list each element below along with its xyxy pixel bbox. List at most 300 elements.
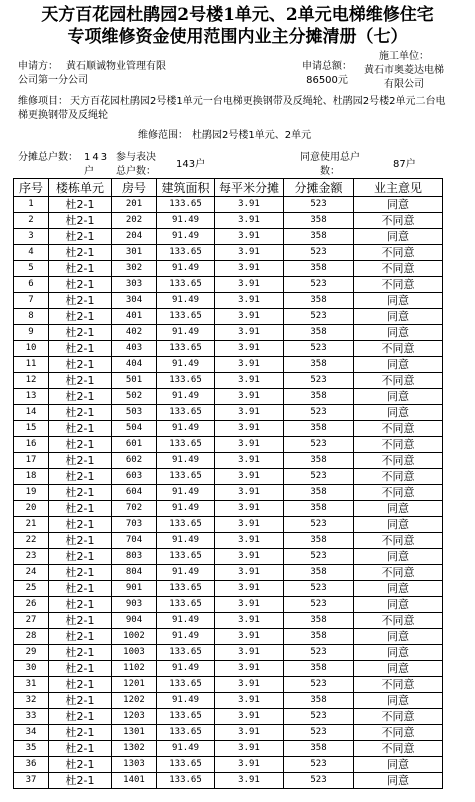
- cell-amount: 523: [284, 757, 354, 773]
- cell-amount: 358: [284, 357, 354, 373]
- cell-room: 603: [112, 469, 157, 485]
- cell-area: 91.49: [157, 229, 215, 245]
- cell-opinion: 同意: [354, 309, 443, 325]
- cell-area: 91.49: [157, 501, 215, 517]
- cell-amount: 523: [284, 773, 354, 789]
- cell-per-sqm: 3.91: [215, 725, 284, 741]
- cell-per-sqm: 3.91: [215, 213, 284, 229]
- cell-per-sqm: 3.91: [215, 709, 284, 725]
- cell-building-unit: 杜2-1: [49, 725, 112, 741]
- total-households-label: 分摊总户数：: [18, 152, 78, 163]
- cell-amount: 523: [284, 341, 354, 357]
- cell-index: 34: [14, 725, 49, 741]
- cell-area: 91.49: [157, 533, 215, 549]
- cell-amount: 523: [284, 437, 354, 453]
- cell-opinion: 不同意: [354, 373, 443, 389]
- cell-amount: 523: [284, 725, 354, 741]
- cell-amount: 523: [284, 709, 354, 725]
- cell-building-unit: 杜2-1: [49, 629, 112, 645]
- cell-per-sqm: 3.91: [215, 277, 284, 293]
- cell-room: 304: [112, 293, 157, 309]
- cell-index: 37: [14, 773, 49, 789]
- cell-area: 91.49: [157, 565, 215, 581]
- cell-room: 201: [112, 197, 157, 213]
- cell-room: 703: [112, 517, 157, 533]
- table-body: [14, 197, 443, 789]
- cell-per-sqm: 3.91: [215, 485, 284, 501]
- cell-per-sqm: 3.91: [215, 453, 284, 469]
- cell-opinion: 同意: [354, 357, 443, 373]
- cell-index: 24: [14, 565, 49, 581]
- cell-opinion: 不同意: [354, 437, 443, 453]
- cell-building-unit: 杜2-1: [49, 485, 112, 501]
- cell-area: 133.65: [157, 517, 215, 533]
- cell-index: 1: [14, 197, 49, 213]
- cell-building-unit: 杜2-1: [49, 389, 112, 405]
- project-value: 天方百花园杜鹃园2号楼1单元一台电梯更换钢带及反绳轮、杜鹃园2号楼2单元二台电梯更换钢带及反绳轮: [18, 96, 446, 121]
- cell-index: 14: [14, 405, 49, 421]
- cell-building-unit: 杜2-1: [49, 773, 112, 789]
- table-row: [14, 469, 443, 485]
- cell-building-unit: 杜2-1: [49, 277, 112, 293]
- table-row: [14, 453, 443, 469]
- cell-building-unit: 杜2-1: [49, 325, 112, 341]
- cell-area: 133.65: [157, 597, 215, 613]
- cell-opinion: 同意: [354, 581, 443, 597]
- cell-opinion: 不同意: [354, 261, 443, 277]
- cell-room: 602: [112, 453, 157, 469]
- cell-index: 2: [14, 213, 49, 229]
- cell-room: 504: [112, 421, 157, 437]
- table-row: [14, 549, 443, 565]
- cell-area: 91.49: [157, 213, 215, 229]
- table-row: [14, 597, 443, 613]
- cell-per-sqm: 3.91: [215, 437, 284, 453]
- cell-amount: 523: [284, 597, 354, 613]
- cell-building-unit: 杜2-1: [49, 661, 112, 677]
- cell-room: 303: [112, 277, 157, 293]
- cell-room: 1102: [112, 661, 157, 677]
- cell-index: 27: [14, 613, 49, 629]
- cell-amount: 358: [284, 325, 354, 341]
- voting-households-value: 143户: [176, 159, 206, 170]
- cell-per-sqm: 3.91: [215, 693, 284, 709]
- col-header-room: 房号: [112, 179, 157, 197]
- cell-room: 704: [112, 533, 157, 549]
- table-row: [14, 693, 443, 709]
- cell-opinion: 同意: [354, 229, 443, 245]
- cell-opinion: 同意: [354, 661, 443, 677]
- cell-index: 28: [14, 629, 49, 645]
- cell-opinion: 同意: [354, 293, 443, 309]
- cell-area: 133.65: [157, 469, 215, 485]
- cell-room: 402: [112, 325, 157, 341]
- cell-building-unit: 杜2-1: [49, 469, 112, 485]
- cell-opinion: 同意: [354, 629, 443, 645]
- table-row: [14, 421, 443, 437]
- cell-room: 301: [112, 245, 157, 261]
- table-row: [14, 709, 443, 725]
- cell-opinion: 同意: [354, 645, 443, 661]
- project-label: 维修项目：: [18, 96, 68, 107]
- cell-per-sqm: 3.91: [215, 533, 284, 549]
- cell-amount: 523: [284, 373, 354, 389]
- cell-room: 302: [112, 261, 157, 277]
- cell-area: 91.49: [157, 741, 215, 757]
- cell-building-unit: 杜2-1: [49, 645, 112, 661]
- cell-opinion: 同意: [354, 549, 443, 565]
- cell-area: 91.49: [157, 693, 215, 709]
- cell-per-sqm: 3.91: [215, 549, 284, 565]
- cell-index: 21: [14, 517, 49, 533]
- cell-index: 11: [14, 357, 49, 373]
- agree-households-value: 87户: [393, 159, 416, 170]
- contractor-value: 黄石市奥菱达电梯有限公司: [364, 65, 444, 90]
- cell-index: 29: [14, 645, 49, 661]
- table-row: [14, 325, 443, 341]
- table-row: [14, 309, 443, 325]
- cell-building-unit: 杜2-1: [49, 261, 112, 277]
- document-title: [0, 4, 475, 48]
- cell-building-unit: 杜2-1: [49, 229, 112, 245]
- cell-index: 35: [14, 741, 49, 757]
- cell-opinion: 同意: [354, 325, 443, 341]
- table-row: [14, 197, 443, 213]
- cell-amount: 358: [284, 213, 354, 229]
- col-header-building-unit: 楼栋单元: [49, 179, 112, 197]
- cell-area: 91.49: [157, 485, 215, 501]
- table-row: [14, 405, 443, 421]
- cell-room: 404: [112, 357, 157, 373]
- cell-opinion: 同意: [354, 757, 443, 773]
- cell-building-unit: 杜2-1: [49, 309, 112, 325]
- cell-area: 133.65: [157, 277, 215, 293]
- cell-building-unit: 杜2-1: [49, 709, 112, 725]
- cell-amount: 523: [284, 549, 354, 565]
- cell-amount: 523: [284, 245, 354, 261]
- cell-room: 903: [112, 597, 157, 613]
- cell-area: 91.49: [157, 453, 215, 469]
- cell-opinion: 不同意: [354, 709, 443, 725]
- cell-amount: 523: [284, 309, 354, 325]
- cell-room: 401: [112, 309, 157, 325]
- cell-building-unit: 杜2-1: [49, 677, 112, 693]
- cell-index: 4: [14, 245, 49, 261]
- cell-index: 25: [14, 581, 49, 597]
- cell-index: 26: [14, 597, 49, 613]
- table-row: [14, 661, 443, 677]
- cell-building-unit: 杜2-1: [49, 341, 112, 357]
- cell-per-sqm: 3.91: [215, 613, 284, 629]
- cell-index: 30: [14, 661, 49, 677]
- table-row: [14, 485, 443, 501]
- cell-area: 91.49: [157, 293, 215, 309]
- cell-per-sqm: 3.91: [215, 773, 284, 789]
- cell-building-unit: 杜2-1: [49, 597, 112, 613]
- cell-room: 1202: [112, 693, 157, 709]
- applicant-value: 黄石顺诚物业管理有限公司第一分公司: [18, 61, 166, 86]
- cell-room: 604: [112, 485, 157, 501]
- cell-room: 1201: [112, 677, 157, 693]
- cell-per-sqm: 3.91: [215, 469, 284, 485]
- cell-building-unit: 杜2-1: [49, 613, 112, 629]
- cell-index: 31: [14, 677, 49, 693]
- cell-room: 904: [112, 613, 157, 629]
- cell-per-sqm: 3.91: [215, 677, 284, 693]
- cell-building-unit: 杜2-1: [49, 245, 112, 261]
- cell-opinion: 同意: [354, 597, 443, 613]
- cell-amount: 358: [284, 613, 354, 629]
- total-households-value: 143户: [84, 152, 110, 177]
- cell-amount: 523: [284, 469, 354, 485]
- cell-amount: 358: [284, 229, 354, 245]
- cell-room: 702: [112, 501, 157, 517]
- cell-building-unit: 杜2-1: [49, 197, 112, 213]
- table-row: [14, 357, 443, 373]
- cell-per-sqm: 3.91: [215, 501, 284, 517]
- cell-area: 133.65: [157, 725, 215, 741]
- cell-amount: 523: [284, 645, 354, 661]
- cell-per-sqm: 3.91: [215, 341, 284, 357]
- cell-per-sqm: 3.91: [215, 309, 284, 325]
- allocation-table: [13, 178, 443, 789]
- cell-room: 204: [112, 229, 157, 245]
- cell-building-unit: 杜2-1: [49, 581, 112, 597]
- cell-area: 133.65: [157, 373, 215, 389]
- table-row: [14, 677, 443, 693]
- table-row: [14, 517, 443, 533]
- cell-index: 12: [14, 373, 49, 389]
- amount-value: 86500元: [306, 75, 348, 86]
- table-row: [14, 293, 443, 309]
- cell-amount: 523: [284, 197, 354, 213]
- cell-per-sqm: 3.91: [215, 261, 284, 277]
- cell-area: 91.49: [157, 261, 215, 277]
- table-row: [14, 229, 443, 245]
- cell-building-unit: 杜2-1: [49, 437, 112, 453]
- table-row: [14, 581, 443, 597]
- cell-area: 133.65: [157, 405, 215, 421]
- cell-area: 133.65: [157, 645, 215, 661]
- table-row: [14, 245, 443, 261]
- cell-opinion: 不同意: [354, 565, 443, 581]
- cell-index: 9: [14, 325, 49, 341]
- cell-per-sqm: 3.91: [215, 629, 284, 645]
- cell-index: 32: [14, 693, 49, 709]
- table-row: [14, 613, 443, 629]
- cell-building-unit: 杜2-1: [49, 213, 112, 229]
- agree-households-label: 同意使用总户数：: [300, 152, 360, 177]
- cell-building-unit: 杜2-1: [49, 549, 112, 565]
- cell-per-sqm: 3.91: [215, 565, 284, 581]
- cell-amount: 358: [284, 629, 354, 645]
- table-row: [14, 741, 443, 757]
- cell-area: 91.49: [157, 389, 215, 405]
- cell-opinion: 不同意: [354, 421, 443, 437]
- cell-building-unit: 杜2-1: [49, 693, 112, 709]
- cell-building-unit: 杜2-1: [49, 533, 112, 549]
- cell-per-sqm: 3.91: [215, 373, 284, 389]
- cell-building-unit: 杜2-1: [49, 565, 112, 581]
- cell-room: 1301: [112, 725, 157, 741]
- cell-room: 501: [112, 373, 157, 389]
- voting-households-label: 参与表决总户数：: [116, 152, 156, 177]
- cell-opinion: 同意: [354, 517, 443, 533]
- cell-area: 133.65: [157, 341, 215, 357]
- cell-area: 133.65: [157, 549, 215, 565]
- cell-room: 804: [112, 565, 157, 581]
- cell-room: 901: [112, 581, 157, 597]
- cell-building-unit: 杜2-1: [49, 517, 112, 533]
- cell-index: 19: [14, 485, 49, 501]
- cell-per-sqm: 3.91: [215, 389, 284, 405]
- scope-label: 维修范围：: [138, 130, 188, 141]
- cell-per-sqm: 3.91: [215, 517, 284, 533]
- table-header: [14, 179, 443, 197]
- cell-per-sqm: 3.91: [215, 645, 284, 661]
- cell-amount: 523: [284, 277, 354, 293]
- cell-room: 502: [112, 389, 157, 405]
- cell-index: 17: [14, 453, 49, 469]
- cell-amount: 523: [284, 517, 354, 533]
- table-row: [14, 277, 443, 293]
- cell-room: 1003: [112, 645, 157, 661]
- table-row: [14, 757, 443, 773]
- cell-building-unit: 杜2-1: [49, 757, 112, 773]
- cell-area: 133.65: [157, 197, 215, 213]
- col-header-amount: 分摊金额: [284, 179, 354, 197]
- applicant-label: 申请方：: [18, 61, 58, 72]
- cell-area: 133.65: [157, 309, 215, 325]
- cell-building-unit: 杜2-1: [49, 405, 112, 421]
- cell-index: 10: [14, 341, 49, 357]
- table-row: [14, 261, 443, 277]
- cell-room: 601: [112, 437, 157, 453]
- cell-amount: 358: [284, 485, 354, 501]
- cell-amount: 358: [284, 501, 354, 517]
- cell-opinion: 不同意: [354, 741, 443, 757]
- cell-opinion: 不同意: [354, 213, 443, 229]
- cell-index: 23: [14, 549, 49, 565]
- cell-room: 403: [112, 341, 157, 357]
- cell-amount: 358: [284, 293, 354, 309]
- cell-area: 133.65: [157, 245, 215, 261]
- contractor-label: 施工单位：: [379, 51, 429, 62]
- table-row: [14, 725, 443, 741]
- cell-per-sqm: 3.91: [215, 741, 284, 757]
- cell-index: 22: [14, 533, 49, 549]
- table-row: [14, 629, 443, 645]
- table-row: [14, 645, 443, 661]
- cell-index: 5: [14, 261, 49, 277]
- cell-room: 1303: [112, 757, 157, 773]
- title-line-1: 天方百花园杜鹃园2号楼1单元、2单元电梯维修住宅: [41, 5, 434, 25]
- cell-opinion: 不同意: [354, 485, 443, 501]
- cell-opinion: 不同意: [354, 245, 443, 261]
- cell-amount: 358: [284, 741, 354, 757]
- cell-opinion: 不同意: [354, 469, 443, 485]
- cell-opinion: 不同意: [354, 725, 443, 741]
- cell-area: 91.49: [157, 613, 215, 629]
- cell-opinion: 不同意: [354, 341, 443, 357]
- col-header-opinion: 业主意见: [354, 179, 443, 197]
- cell-index: 16: [14, 437, 49, 453]
- cell-opinion: 不同意: [354, 677, 443, 693]
- table-row: [14, 773, 443, 789]
- cell-opinion: 不同意: [354, 277, 443, 293]
- cell-per-sqm: 3.91: [215, 245, 284, 261]
- title-line-2: 专项维修资金使用范围内业主分摊清册（七）: [67, 27, 408, 47]
- cell-opinion: 同意: [354, 197, 443, 213]
- cell-per-sqm: 3.91: [215, 757, 284, 773]
- cell-opinion: 同意: [354, 693, 443, 709]
- cell-room: 202: [112, 213, 157, 229]
- cell-area: 133.65: [157, 709, 215, 725]
- cell-opinion: 不同意: [354, 453, 443, 469]
- cell-index: 18: [14, 469, 49, 485]
- cell-per-sqm: 3.91: [215, 581, 284, 597]
- cell-amount: 523: [284, 405, 354, 421]
- cell-per-sqm: 3.91: [215, 661, 284, 677]
- cell-opinion: 同意: [354, 405, 443, 421]
- cell-opinion: 不同意: [354, 613, 443, 629]
- cell-building-unit: 杜2-1: [49, 357, 112, 373]
- cell-area: 91.49: [157, 357, 215, 373]
- cell-room: 803: [112, 549, 157, 565]
- cell-per-sqm: 3.91: [215, 405, 284, 421]
- table-row: [14, 437, 443, 453]
- cell-per-sqm: 3.91: [215, 325, 284, 341]
- cell-building-unit: 杜2-1: [49, 421, 112, 437]
- cell-per-sqm: 3.91: [215, 197, 284, 213]
- cell-amount: 358: [284, 565, 354, 581]
- cell-amount: 358: [284, 533, 354, 549]
- cell-index: 20: [14, 501, 49, 517]
- cell-index: 13: [14, 389, 49, 405]
- cell-opinion: 不同意: [354, 533, 443, 549]
- cell-index: 7: [14, 293, 49, 309]
- table-row: [14, 533, 443, 549]
- cell-per-sqm: 3.91: [215, 421, 284, 437]
- cell-building-unit: 杜2-1: [49, 501, 112, 517]
- cell-area: 133.65: [157, 581, 215, 597]
- cell-amount: 358: [284, 389, 354, 405]
- cell-building-unit: 杜2-1: [49, 741, 112, 757]
- cell-area: 133.65: [157, 437, 215, 453]
- cell-area: 133.65: [157, 757, 215, 773]
- cell-amount: 358: [284, 261, 354, 277]
- table-row: [14, 373, 443, 389]
- cell-index: 36: [14, 757, 49, 773]
- col-header-per-sqm: 每平米分摊: [215, 179, 284, 197]
- cell-area: 91.49: [157, 629, 215, 645]
- table-row: [14, 565, 443, 581]
- cell-per-sqm: 3.91: [215, 229, 284, 245]
- cell-building-unit: 杜2-1: [49, 453, 112, 469]
- cell-amount: 358: [284, 661, 354, 677]
- cell-area: 91.49: [157, 421, 215, 437]
- cell-area: 133.65: [157, 773, 215, 789]
- cell-area: 91.49: [157, 325, 215, 341]
- table-row: [14, 341, 443, 357]
- cell-index: 8: [14, 309, 49, 325]
- cell-room: 1203: [112, 709, 157, 725]
- cell-amount: 358: [284, 453, 354, 469]
- cell-amount: 523: [284, 581, 354, 597]
- cell-amount: 358: [284, 693, 354, 709]
- cell-room: 1002: [112, 629, 157, 645]
- cell-per-sqm: 3.91: [215, 293, 284, 309]
